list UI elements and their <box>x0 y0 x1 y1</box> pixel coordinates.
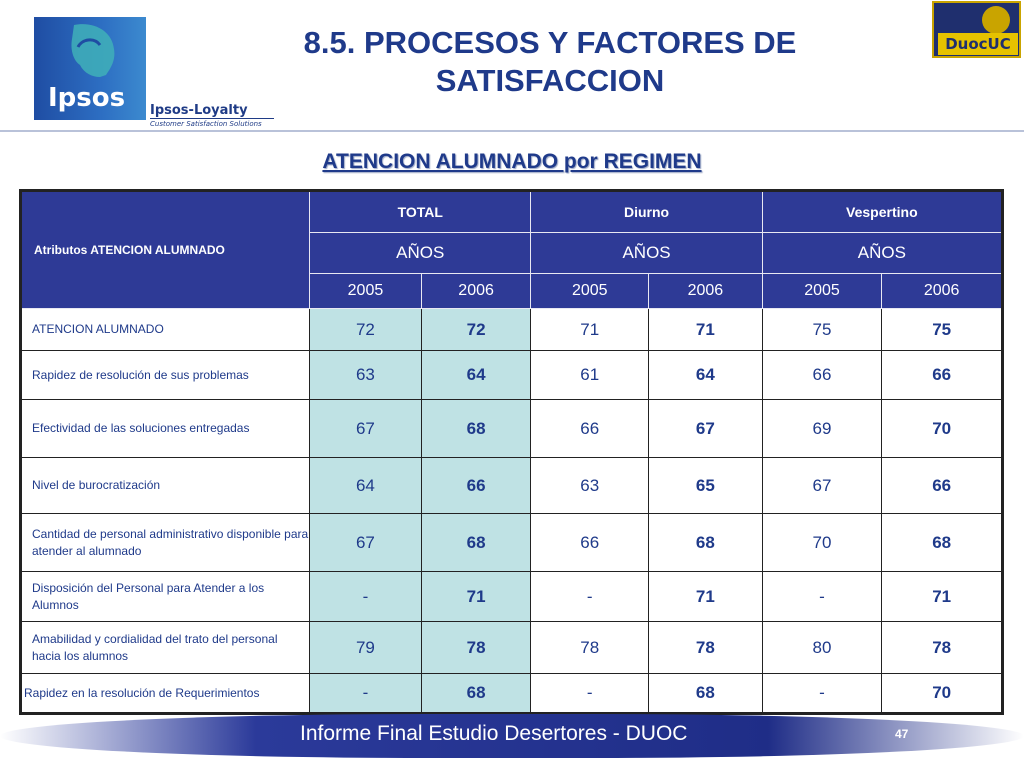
row-label: Cantidad de personal administrativo disponible para atender al alumnado <box>21 514 310 572</box>
value-cell: 64 <box>310 458 422 514</box>
value-cell: 64 <box>649 351 763 400</box>
value-cell: 66 <box>421 458 531 514</box>
value-cell: 66 <box>531 400 649 458</box>
value-cell: 66 <box>882 351 1003 400</box>
table-row <box>21 514 1003 572</box>
value-cell: 75 <box>762 309 882 351</box>
year-header: 2005 <box>310 274 422 309</box>
group-header-total: TOTAL <box>310 191 531 233</box>
value-cell: - <box>531 572 649 622</box>
row-label: ATENCION ALUMNADO <box>21 309 310 351</box>
corner-header: Atributos ATENCION ALUMNADO <box>21 191 310 309</box>
value-cell: 70 <box>882 674 1003 714</box>
value-cell: 78 <box>531 622 649 674</box>
page-title-line1: 8.5. PROCESOS Y FACTORES DE <box>303 25 797 60</box>
ipsos-loyalty-sublabel: Customer Satisfaction Solutions <box>150 118 274 128</box>
value-cell: 66 <box>882 458 1003 514</box>
value-cell: 63 <box>531 458 649 514</box>
table-row <box>21 674 1003 714</box>
table-row <box>21 400 1003 458</box>
value-cell: 78 <box>649 622 763 674</box>
page-title <box>230 24 870 100</box>
value-cell: 71 <box>421 572 531 622</box>
satisfaction-table <box>19 189 1004 715</box>
value-cell: 80 <box>762 622 882 674</box>
title-divider <box>0 130 1024 132</box>
value-cell: - <box>310 572 422 622</box>
value-cell: 71 <box>882 572 1003 622</box>
row-label: Nivel de burocratización <box>21 458 310 514</box>
row-label: Efectividad de las soluciones entregadas <box>21 400 310 458</box>
page-number: 47 <box>895 727 909 741</box>
row-label: Amabilidad y cordialidad del trato del personal hacia los alumnos <box>21 622 310 674</box>
value-cell: 67 <box>310 400 422 458</box>
duoc-crest-icon <box>982 6 1010 34</box>
year-header: 2006 <box>882 274 1003 309</box>
anos-header-vespertino: AÑOS <box>762 233 1002 274</box>
value-cell: 72 <box>310 309 422 351</box>
value-cell: 68 <box>421 674 531 714</box>
value-cell: 61 <box>531 351 649 400</box>
table-row <box>21 458 1003 514</box>
value-cell: 78 <box>882 622 1003 674</box>
value-cell: - <box>762 572 882 622</box>
value-cell: 67 <box>649 400 763 458</box>
value-cell: 67 <box>762 458 882 514</box>
group-header-vespertino: Vespertino <box>762 191 1002 233</box>
value-cell: 71 <box>649 572 763 622</box>
value-cell: 63 <box>310 351 422 400</box>
table-row <box>21 351 1003 400</box>
value-cell: 66 <box>531 514 649 572</box>
value-cell: 79 <box>310 622 422 674</box>
value-cell: 68 <box>882 514 1003 572</box>
duoc-wordmark: DuocUC <box>938 33 1018 55</box>
value-cell: 75 <box>882 309 1003 351</box>
value-cell: 70 <box>882 400 1003 458</box>
ipsos-loyalty-label: Ipsos-Loyalty <box>150 103 248 118</box>
value-cell: 71 <box>649 309 763 351</box>
group-header-diurno: Diurno <box>531 191 762 233</box>
year-header: 2006 <box>421 274 531 309</box>
year-header: 2006 <box>649 274 763 309</box>
year-header: 2005 <box>531 274 649 309</box>
value-cell: - <box>531 674 649 714</box>
duoc-logo <box>932 1 1021 58</box>
page-title-line2: SATISFACCION <box>435 63 665 98</box>
footer-text: Informe Final Estudio Desertores - DUOC <box>300 722 688 745</box>
table-row <box>21 622 1003 674</box>
row-label: Rapidez de resolución de sus problemas <box>21 351 310 400</box>
value-cell: 70 <box>762 514 882 572</box>
year-header: 2005 <box>762 274 882 309</box>
table-subtitle: ATENCION ALUMNADO por REGIMEN <box>322 150 702 173</box>
value-cell: 68 <box>649 514 763 572</box>
ipsos-logo <box>34 17 146 120</box>
value-cell: 65 <box>649 458 763 514</box>
value-cell: 64 <box>421 351 531 400</box>
value-cell: 72 <box>421 309 531 351</box>
row-label: Rapidez en la resolución de Requerimientos <box>21 674 310 714</box>
table-row <box>21 572 1003 622</box>
table-row <box>21 309 1003 351</box>
row-label: Disposición del Personal para Atender a los Alumnos <box>21 572 310 622</box>
value-cell: 68 <box>421 514 531 572</box>
value-cell: - <box>310 674 422 714</box>
anos-header-total: AÑOS <box>310 233 531 274</box>
value-cell: 78 <box>421 622 531 674</box>
ipsos-wordmark: Ipsos <box>48 83 126 113</box>
value-cell: 66 <box>762 351 882 400</box>
value-cell: - <box>762 674 882 714</box>
value-cell: 68 <box>421 400 531 458</box>
value-cell: 71 <box>531 309 649 351</box>
value-cell: 68 <box>649 674 763 714</box>
value-cell: 67 <box>310 514 422 572</box>
anos-header-diurno: AÑOS <box>531 233 762 274</box>
value-cell: 69 <box>762 400 882 458</box>
